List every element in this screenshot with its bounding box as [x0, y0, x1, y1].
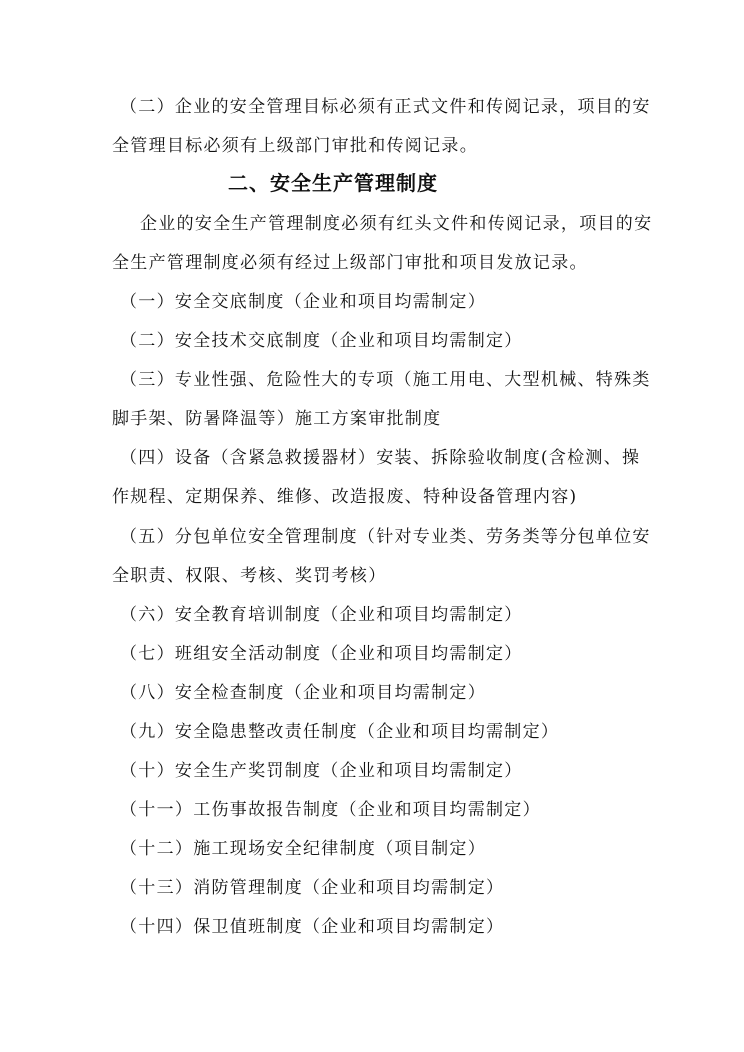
- list-item-3-line-1: （三）专业性强、危险性大的专项（施工用电、大型机械、特殊类: [120, 370, 651, 390]
- section-heading: 二、安全生产管理制度: [228, 171, 438, 195]
- list-item-6: （六）安全教育培训制度（企业和项目均需制定）: [120, 605, 523, 625]
- list-item-8: （八）安全检查制度（企业和项目均需制定）: [120, 683, 486, 703]
- intro-line-1: （二）企业的安全管理目标必须有正式文件和传阅记录，项目的安: [120, 97, 651, 117]
- intro-line-2: 全管理目标必须有上级部门审批和传阅记录。: [112, 136, 478, 156]
- list-item-5-line-1: （五）分包单位安全管理制度（针对专业类、劳务类等分包单位安: [120, 527, 651, 547]
- list-item-11: （十一）工伤事故报告制度（企业和项目均需制定）: [120, 800, 541, 820]
- paragraph-line-2: 全生产管理制度必须有经过上级部门审批和项目发放记录。: [112, 253, 588, 273]
- list-item-1: （一）安全交底制度（企业和项目均需制定）: [120, 292, 486, 312]
- list-item-12: （十二）施工现场安全纪律制度（项目制定）: [120, 839, 486, 859]
- paragraph-line-1: 企业的安全生产管理制度必须有红头文件和传阅记录，项目的安: [140, 214, 653, 234]
- list-item-2: （二）安全技术交底制度（企业和项目均需制定）: [120, 331, 523, 351]
- list-item-3-line-2: 脚手架、防暑降温等）施工方案审批制度: [112, 409, 442, 429]
- list-item-5-line-2: 全职责、权限、考核、奖罚考核）: [112, 566, 387, 586]
- list-item-4-line-1: （四）设备（含紧急救援器材）安装、拆除验收制度(含检测、操: [120, 448, 641, 468]
- list-item-13: （十三）消防管理制度（企业和项目均需制定）: [120, 878, 505, 898]
- list-item-7: （七）班组安全活动制度（企业和项目均需制定）: [120, 644, 523, 664]
- list-item-10: （十）安全生产奖罚制度（企业和项目均需制定）: [120, 761, 523, 781]
- list-item-4-line-2: 作规程、定期保养、维修、改造报废、特种设备管理内容): [112, 487, 578, 507]
- list-item-9: （九）安全隐患整改责任制度（企业和项目均需制定）: [120, 722, 560, 742]
- list-item-14: （十四）保卫值班制度（企业和项目均需制定）: [120, 917, 505, 937]
